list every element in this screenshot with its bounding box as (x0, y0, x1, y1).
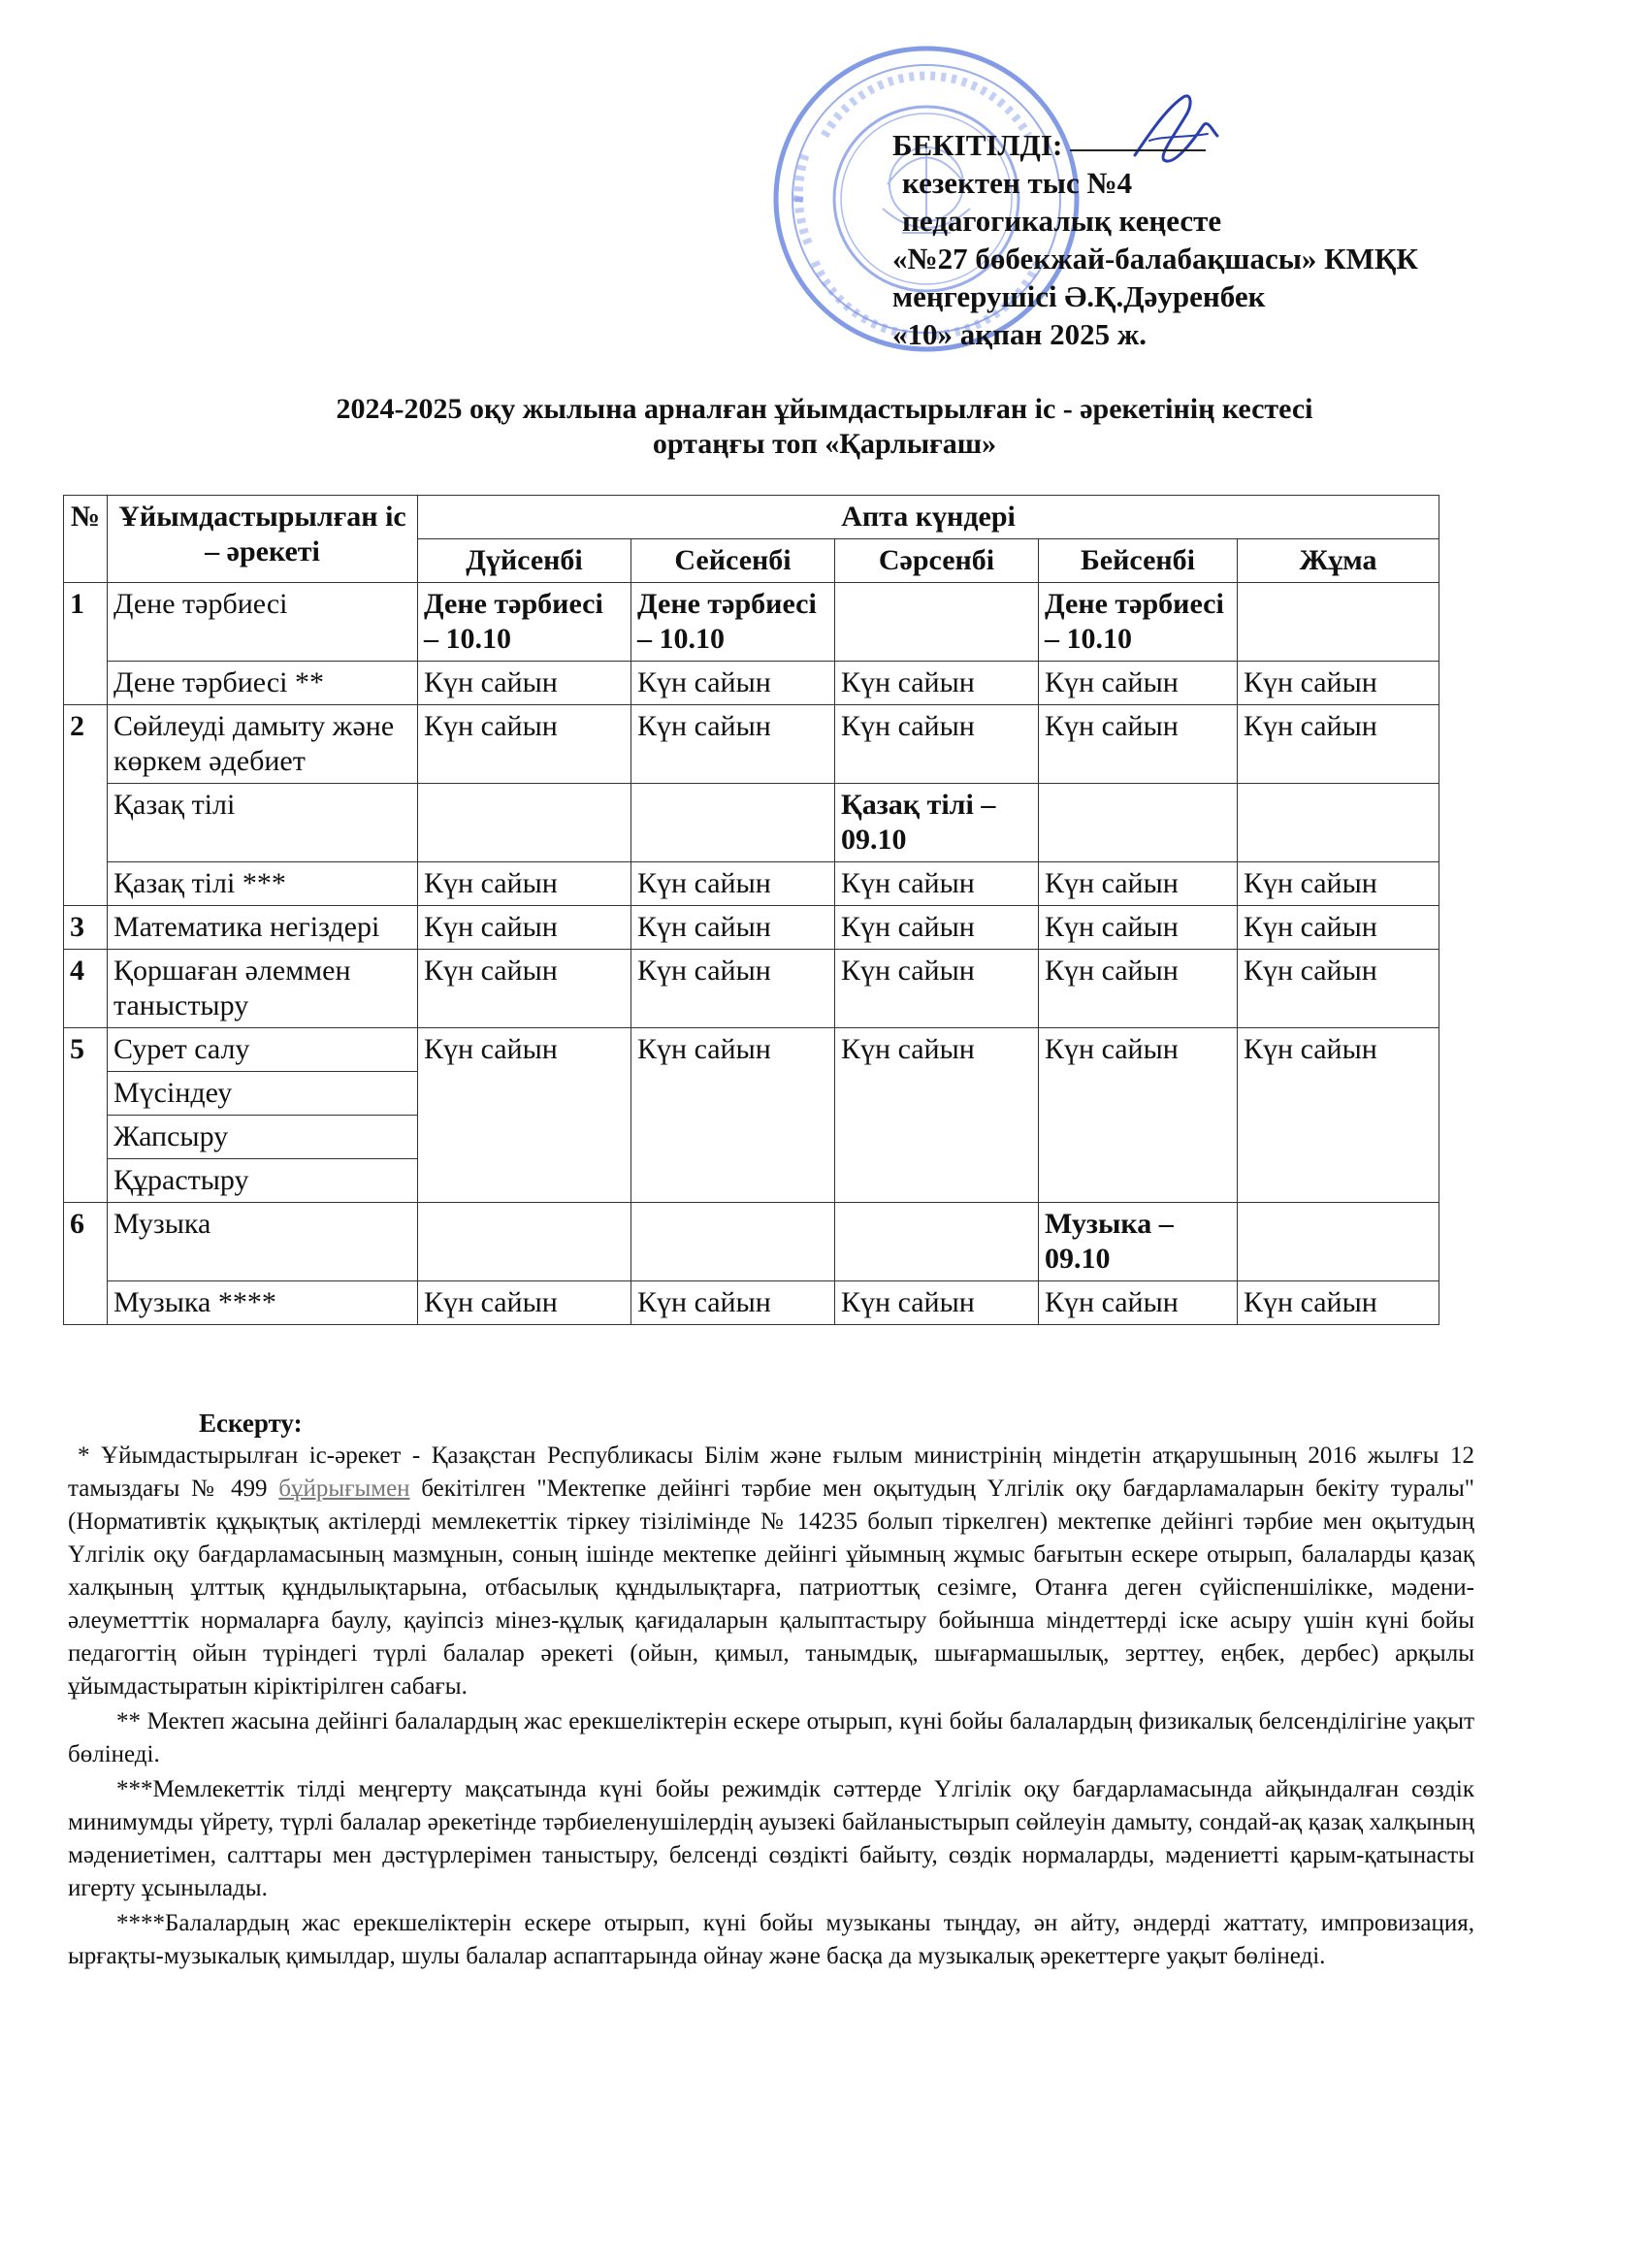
document-title: 2024-2025 оқу жылына арналған ұйымдастырылған іс - әрекетінің кестесі (336, 393, 1313, 425)
header-week-days: Апта күндері (418, 496, 1439, 539)
schedule-cell: Күн сайын (835, 662, 1039, 705)
table-row (64, 862, 1439, 906)
schedule-cell: Күн сайын (1039, 862, 1238, 906)
schedule-cell: Дене тәрбиесі – 10.10 (631, 583, 835, 662)
header-day: Сейсенбі (631, 539, 835, 583)
note-paragraph: ** Мектеп жасына дейінгі балалардың жас ерекшеліктерін ескере отырып, күні бойы балалардың физикалық белсенділігіне уақыт бөлінеді. (68, 1708, 1474, 1767)
order-link[interactable]: бұйрығымен (278, 1475, 410, 1502)
schedule-cell: Музыка – 09.10 (1039, 1203, 1238, 1281)
schedule-cell (1238, 583, 1439, 662)
row-number: 2 (64, 705, 108, 906)
schedule-cell: Күн сайын (835, 1281, 1039, 1325)
activity-name: Мүсіндеу (108, 1072, 418, 1116)
approval-date: «10» ақпан 2025 ж. (892, 317, 1148, 351)
schedule-cell: Дене тәрбиесі – 10.10 (418, 583, 631, 662)
header-day: Бейсенбі (1039, 539, 1238, 583)
table-row (64, 1028, 1439, 1072)
schedule-cell (835, 1203, 1039, 1281)
activity-name: Музыка (108, 1203, 418, 1281)
schedule-cell: Күн сайын (1238, 906, 1439, 950)
note-paragraph: * Ұйымдастырылған іс-әрекет - Қазақстан Республикасы Білім және ғылым министрінің міндетін атқарушының 2016 жылғы 12 тамыздағы № 499 бұйрығымен бекітілген "Мектепке дейінгі тәрбие мен оқытудың Үлгілік оқу бағдарламаларын бекіту туралы" (Нормативтік құқықтық актілерді мемлекеттік тіркеу тізілімінде № 14235 болып тіркелген) мектепке дейінгі тәрбие мен оқытудың Үлгілік оқу бағдарламасының мазмұнын, соның ішінде мектепке дейінгі ұйымның жұмыс бағытын ескере отырып, балаларды қазақ халқының ұлттық құндылықтарына, отбасылық құндылықтарға, патриоттық сезімге, Отанға деген сүйіспеншілікке, мәдени-әлеуметттік нормаларға баулу, қауіпсіз мінез-құлық қағидаларын қалыптастыру бойынша міндеттерді іске асыру үшін күні бойы педагогтің ойын түріндегі түрлі балалар әрекеті (ойын, қимыл, танымдық, шығармашылық, зерттеу, еңбек, дербес) арқылы ұйымдастыратын кіріктірілген сабағы. (68, 1442, 1474, 1700)
schedule-cell (1039, 784, 1238, 862)
row-number: 3 (64, 906, 108, 950)
schedule-cell: Күн сайын (631, 705, 835, 784)
schedule-cell (631, 1203, 835, 1281)
header-day: Сәрсенбі (835, 539, 1039, 583)
header-day: Дүйсенбі (418, 539, 631, 583)
note-paragraph: ****Балалардың жас ерекшеліктерін ескере отырып, күні бойы музыканы тыңдау, ән айту, әндерді жаттату, импровизация, ырғақты-музыкалық қимылдар, шулы балалар аспаптарында ойнау және басқа да музыкалық әрекеттерге уақыт бөлінеді. (68, 1910, 1474, 1969)
schedule-cell: Күн сайын (631, 906, 835, 950)
table-row (64, 1281, 1439, 1325)
schedule-cell: Күн сайын (1039, 1281, 1238, 1325)
table-row (64, 950, 1439, 1028)
activity-name: Қоршаған әлеммен таныстыру (108, 950, 418, 1028)
schedule-cell: Күн сайын (631, 862, 835, 906)
activity-name: Құрастыру (108, 1159, 418, 1203)
schedule-cell: Күн сайын (418, 1281, 631, 1325)
schedule-cell: Күн сайын (631, 662, 835, 705)
activity-name: Қазақ тілі *** (108, 862, 418, 906)
activity-name: Қазақ тілі (108, 784, 418, 862)
schedule-cell: Күн сайын (418, 662, 631, 705)
header-day: Жұма (1238, 539, 1439, 583)
row-number: 4 (64, 950, 108, 1028)
table-row (64, 662, 1439, 705)
note-paragraph: ***Мемлекеттік тілді меңгерту мақсатында күні бойы режимдік сәттерде Үлгілік оқу бағдарламасында айқындалған сөздік минимумды үйрету, түрлі балалар әрекетінде тәрбиеленушілердің ауызекі байланыстырып сөйлеуін дамыту, сондай-ақ қазақ халқының мәдениетімен, салттары мен дәстүрлерімен таныстыру, белсенді сөздікті байыту, сөздік нормаларды, мәдениетті қарым-қатынасты игерту ұсынылады. (68, 1776, 1474, 1901)
schedule-cell: Күн сайын (1238, 662, 1439, 705)
schedule-cell (1238, 784, 1439, 862)
schedule-cell: Күн сайын (1238, 705, 1439, 784)
table-row (64, 705, 1439, 784)
approval-block (892, 126, 1610, 353)
notes-section (68, 1407, 1474, 1975)
activity-name: Сурет салу (108, 1028, 418, 1072)
schedule-table (63, 495, 1439, 1325)
document-subtitle: ортаңғы топ «Қарлығаш» (652, 428, 997, 460)
schedule-cell: Күн сайын (418, 906, 631, 950)
schedule-cell: Күн сайын (1238, 862, 1439, 906)
approval-line: «№27 бөбекжай-балабақшасы» КМҚК (892, 242, 1418, 275)
schedule-cell: Күн сайын (1039, 950, 1238, 1028)
schedule-cell (418, 784, 631, 862)
approval-line: кезектен тыс №4 (902, 166, 1133, 200)
approval-line: педагогикалық кеңесте (902, 204, 1222, 238)
schedule-cell: Күн сайын (418, 705, 631, 784)
row-number: 5 (64, 1028, 108, 1203)
table-row (64, 906, 1439, 950)
schedule-cell: Күн сайын (631, 950, 835, 1028)
schedule-cell: Дене тәрбиесі – 10.10 (1039, 583, 1238, 662)
header-activity: Ұйымдастырылған іс – әрекеті (108, 496, 418, 583)
header-number: № (64, 496, 108, 583)
activity-name: Математика негіздері (108, 906, 418, 950)
activity-name: Сөйлеуді дамыту және көркем әдебиет (108, 705, 418, 784)
schedule-cell: Күн сайын (1238, 1028, 1439, 1203)
approval-heading: БЕКІТІЛДІ: (892, 126, 1610, 164)
schedule-cell: Күн сайын (631, 1281, 835, 1325)
schedule-cell: Күн сайын (835, 950, 1039, 1028)
schedule-cell: Күн сайын (1238, 1281, 1439, 1325)
schedule-cell: Күн сайын (835, 705, 1039, 784)
schedule-cell (631, 784, 835, 862)
row-number: 1 (64, 583, 108, 705)
schedule-cell: Күн сайын (631, 1028, 835, 1203)
schedule-cell: Күн сайын (1039, 662, 1238, 705)
activity-name: Дене тәрбиесі (108, 583, 418, 662)
schedule-cell (1238, 1203, 1439, 1281)
activity-name: Жапсыру (108, 1116, 418, 1159)
row-number: 6 (64, 1203, 108, 1325)
schedule-cell: Күн сайын (418, 950, 631, 1028)
schedule-cell: Күн сайын (835, 1028, 1039, 1203)
schedule-cell: Күн сайын (418, 862, 631, 906)
schedule-cell (418, 1203, 631, 1281)
table-row (64, 784, 1439, 862)
activity-name: Музыка **** (108, 1281, 418, 1325)
table-row (64, 1203, 1439, 1281)
schedule-cell: Күн сайын (835, 906, 1039, 950)
signature-line (1070, 149, 1206, 151)
approval-line: меңгерушісі Ә.Қ.Дәуренбек (892, 279, 1266, 313)
notes-heading: Ескерту: (199, 1409, 303, 1438)
schedule-cell: Қазақ тілі – 09.10 (835, 784, 1039, 862)
schedule-cell: Күн сайын (1039, 906, 1238, 950)
schedule-cell: Күн сайын (418, 1028, 631, 1203)
schedule-cell: Күн сайын (1238, 950, 1439, 1028)
activity-name: Дене тәрбиесі ** (108, 662, 418, 705)
schedule-cell: Күн сайын (1039, 1028, 1238, 1203)
table-header-row (64, 496, 1439, 539)
schedule-cell (835, 583, 1039, 662)
schedule-cell: Күн сайын (835, 862, 1039, 906)
schedule-cell: Күн сайын (1039, 705, 1238, 784)
table-row (64, 583, 1439, 662)
